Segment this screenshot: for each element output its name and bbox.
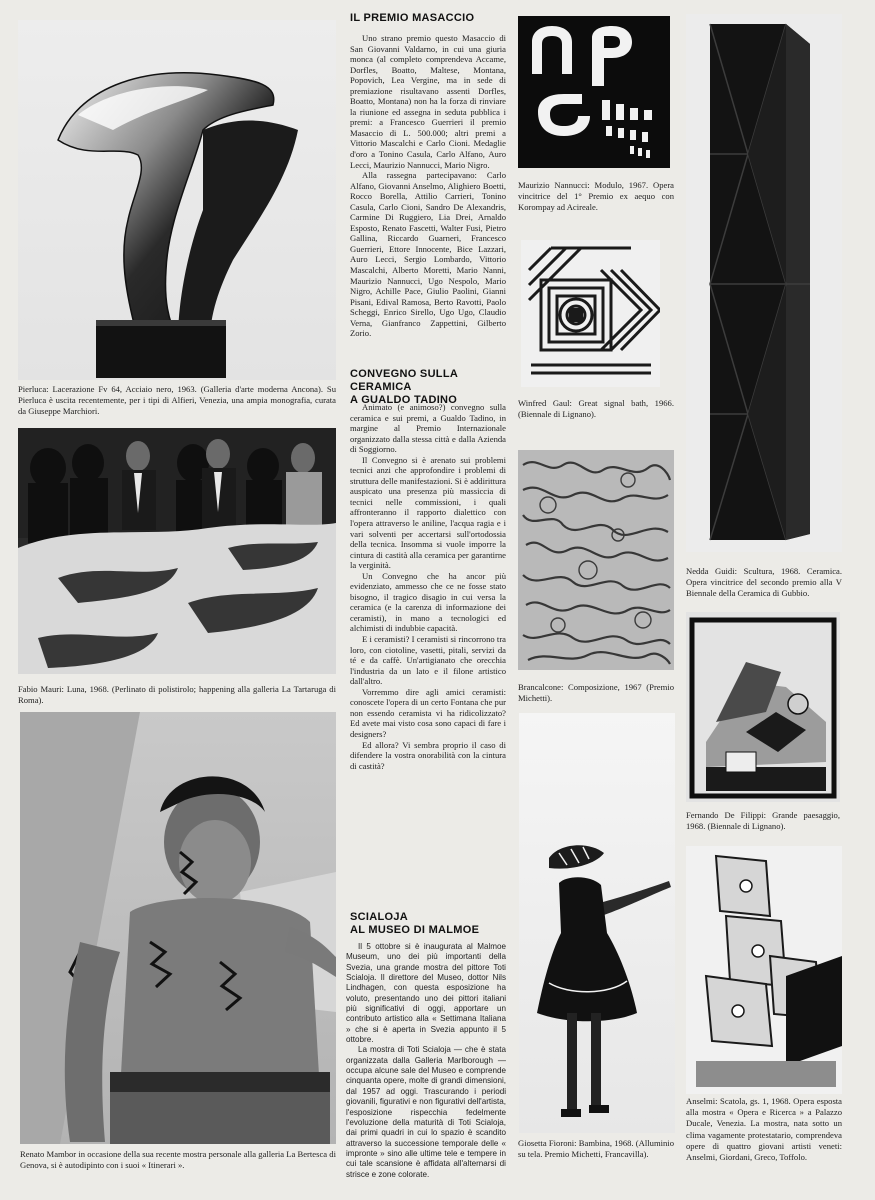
paragraph: La mostra di Toti Scialoja — che è stata organizzata dalla Galleria Marlborough — occupa alcune sale del Museo e comprende cinquanta opere, molte di grandi dimensioni, dal 1957 ad oggi. Trascurando i periodi giovanili, figurativi e non figurativi dell'artista, l'esposizione rispecchia fedelmente l'evoluzione della maturità di Toti Scialoja, dai primi quadri in cui lo spazio è scandito attraverso la successione temporale delle « impronte » sino alle ultime tele e tempere in cui tale scansione è affidata all'alternarsi di strisce e zone colorate.	[346, 1045, 506, 1179]
paragraph: E i ceramisti? I ceramisti si rincorrono tra loro, con ciotoline, vasetti, pitali, servizi da té e da caffè. Un'artigianato che orecchia l'industria da un lato e il filone artistico dall'altro.	[350, 634, 506, 687]
paragraph: Alla rassegna partecipavano: Carlo Alfano, Giovanni Anselmo, Alighiero Boetti, Rocco Borella, Attilio Carrieri, Tonino Casula, Carlo Cioni, Sandro De Alexandris, Carmine Di Ruggiero, Lia Drei, Arnaldo Esposto, Renato Fascetti, Walter Fusi, Pietro Gallina, Riccardo Guarneri, Francesco Guerrieri, Ettore Innocente, Bice Lazzari, Auro Lecci, Sergio Lombardo, Vittorio Mascalchi, Alberto Moretti, Mario Nanni, Maurizio Nannucci, Ugo Nespolo, Mario Nigro, Achille Pace, Giulio Paolini, Gianni Pisani, Edival Ramosa, Berto Ravotti, Paolo Scheggi, Enrico Sirello, Ugo Ugo, Claudio Verna, Gianfranco Zappettini, Gilberto Zorio.	[350, 170, 506, 339]
title-line: CONVEGNO SULLA CERAMICA	[350, 368, 458, 393]
gaul-signal-bath-image	[521, 240, 660, 387]
title-line: A GUALDO TADINO	[350, 394, 458, 406]
title-line: AL MUSEO DI MALMOE	[350, 924, 480, 936]
article-body-premio-masaccio	[350, 33, 506, 339]
brancalcone-composizione-image	[518, 450, 674, 670]
paragraph: Il Convegno si è arenato sui problemi tecnici anzi che approfondire i problemi di struttura delle manifestazioni. Si è addirittura auspicato una presenza più massiccia di tecnici nelle commissioni, i quali affronteranno il rapporto dialettico con l'opera attraverso le aniline, l'acqua ragia e i vari solventi per accertarsi sull'ortodossia della tecnica. Insomma si vuole imporre la cintura di castità alla ceramica per garantirne la verginità.	[350, 454, 506, 571]
fioroni-caption: Giosetta Fioroni: Bambina, 1968. (Alluminio su tela. Premio Michetti, Francavilla).	[518, 1138, 674, 1160]
article-title-scialoja	[350, 911, 512, 937]
article-body-convegno	[350, 402, 506, 771]
defilippi-caption: Fernando De Filippi: Grande paesaggio, 1968. (Biennale di Lignano).	[686, 810, 840, 832]
article-body-scialoja	[346, 942, 506, 1180]
pierluca-sculpture-photo	[18, 20, 336, 380]
pierluca-caption: Pierluca: Lacerazione Fv 64, Acciaio nero, 1963. (Galleria d'arte moderna Ancona). Su Pierluca è uscita recentemente, per i tipi di Alfieri, Venezia, una ampia monografia, curata da Giuseppe Marchiori.	[18, 384, 336, 417]
paragraph: Uno strano premio questo Masaccio di San Giovanni Valdarno, in cui una giuria monca (al completo comprendeva Accame, Dorfles, Boatto, Maltese, Montana, Popovich, Lea Vergine, ma in sede di premiazione risultavano assenti Dorfles, Boatto, Montana) non ha la forza di rinviare la riunione ed assegna in seduta pubblica i premi: a Francesco Guerrieri il premio Masaccio di L. 500.000; altri premi a Vittorio Mascalchi e Carlo Cioni. Medaglie d'oro a Tonino Casula, Carlo Alfano, Auro Lecci, Maurizio Nannucci, Mario Nigro.	[350, 33, 506, 170]
fioroni-bambina-image	[519, 713, 675, 1133]
mambor-photo	[20, 712, 336, 1144]
anselmi-scatola-image	[686, 846, 842, 1094]
paragraph: Ed allora? Vi sembra proprio il caso di difendere la vostra onorabilità con la cintura di castità?	[350, 739, 506, 771]
nannucci-modulo-image	[518, 16, 670, 168]
nannucci-caption: Maurizio Nannucci: Modulo, 1967. Opera vincitrice del 1° Premio ex aequo con Korompay ad Acireale.	[518, 180, 674, 213]
defilippi-paesaggio-image	[686, 612, 840, 802]
mauri-happening-photo	[18, 428, 336, 674]
brancalcone-caption: Brancalcone: Composizione, 1967 (Premio Michetti).	[518, 682, 674, 704]
mauri-caption: Fabio Mauri: Luna, 1968. (Perlinato di polistirolo; happening alla galleria La Tartaruga di Roma).	[18, 684, 336, 706]
article-title-premio-masaccio: IL PREMIO MASACCIO	[350, 12, 475, 24]
paragraph: Animato (e animoso?) convegno sulla ceramica e sui premi, a Gualdo Tadino, in margine al Premio Internazionale organizzato dalla stessa città e dalla Azienda di Soggiorno.	[350, 402, 506, 455]
guidi-caption: Nedda Guidi: Scultura, 1968. Ceramica. Opera vincitrice del secondo premio alla V Biennale della Ceramica di Gubbio.	[686, 566, 842, 599]
title-line: SCIALOJA	[350, 911, 409, 923]
anselmi-caption: Anselmi: Scatola, gs. 1, 1968. Opera esposta alla mostra « Opera e Ricerca » a Palazzo Ducale, Venezia. La mostra, nata sotto un clima vagamente protestatario, comprendeva opere di quattro giovani artisti veneti: Anselmi, Giordani, Greco, Toffolo.	[686, 1096, 842, 1163]
gaul-caption: Winfred Gaul: Great signal bath, 1966. (Biennale di Lignano).	[518, 398, 674, 420]
paragraph: Il 5 ottobre si è inaugurata al Malmoe Museum, uno dei più importanti della Svezia, una grande mostra del pittore Toti Scialoja. Il direttore del Museo, dottor Nils Lindhagen, con questa esposizione ha voluto, presentando uno dei pittori italiani più significativi di oggi, apportare un contributo artistico alla « Settimana Italiana » che si è aperta in Svezia appunto il 5 ottobre.	[346, 942, 506, 1045]
paragraph: Vorremmo dire agli amici ceramisti: conoscete l'opera di un certo Fontana che pur non essendo ceramista vi ha ridicolizzato? Ed avete mai visto cosa sono capaci di fare i designers?	[350, 686, 506, 739]
paragraph: Un Convegno che ha ancor più evidenziato, ammesso che ce ne fosse stato bisogno, il tragico disagio in cui versa la ceramica (e la carenza di informazione dei ceramisti), in mano a tecnologici ed alchimisti di indubbie capacità.	[350, 570, 506, 634]
mambor-caption: Renato Mambor in occasione della sua recente mostra personale alla galleria La Bertesca di Genova, si è autodipinto con i suoi « Itinerari ».	[20, 1149, 336, 1171]
guidi-scultura-image	[686, 14, 842, 552]
